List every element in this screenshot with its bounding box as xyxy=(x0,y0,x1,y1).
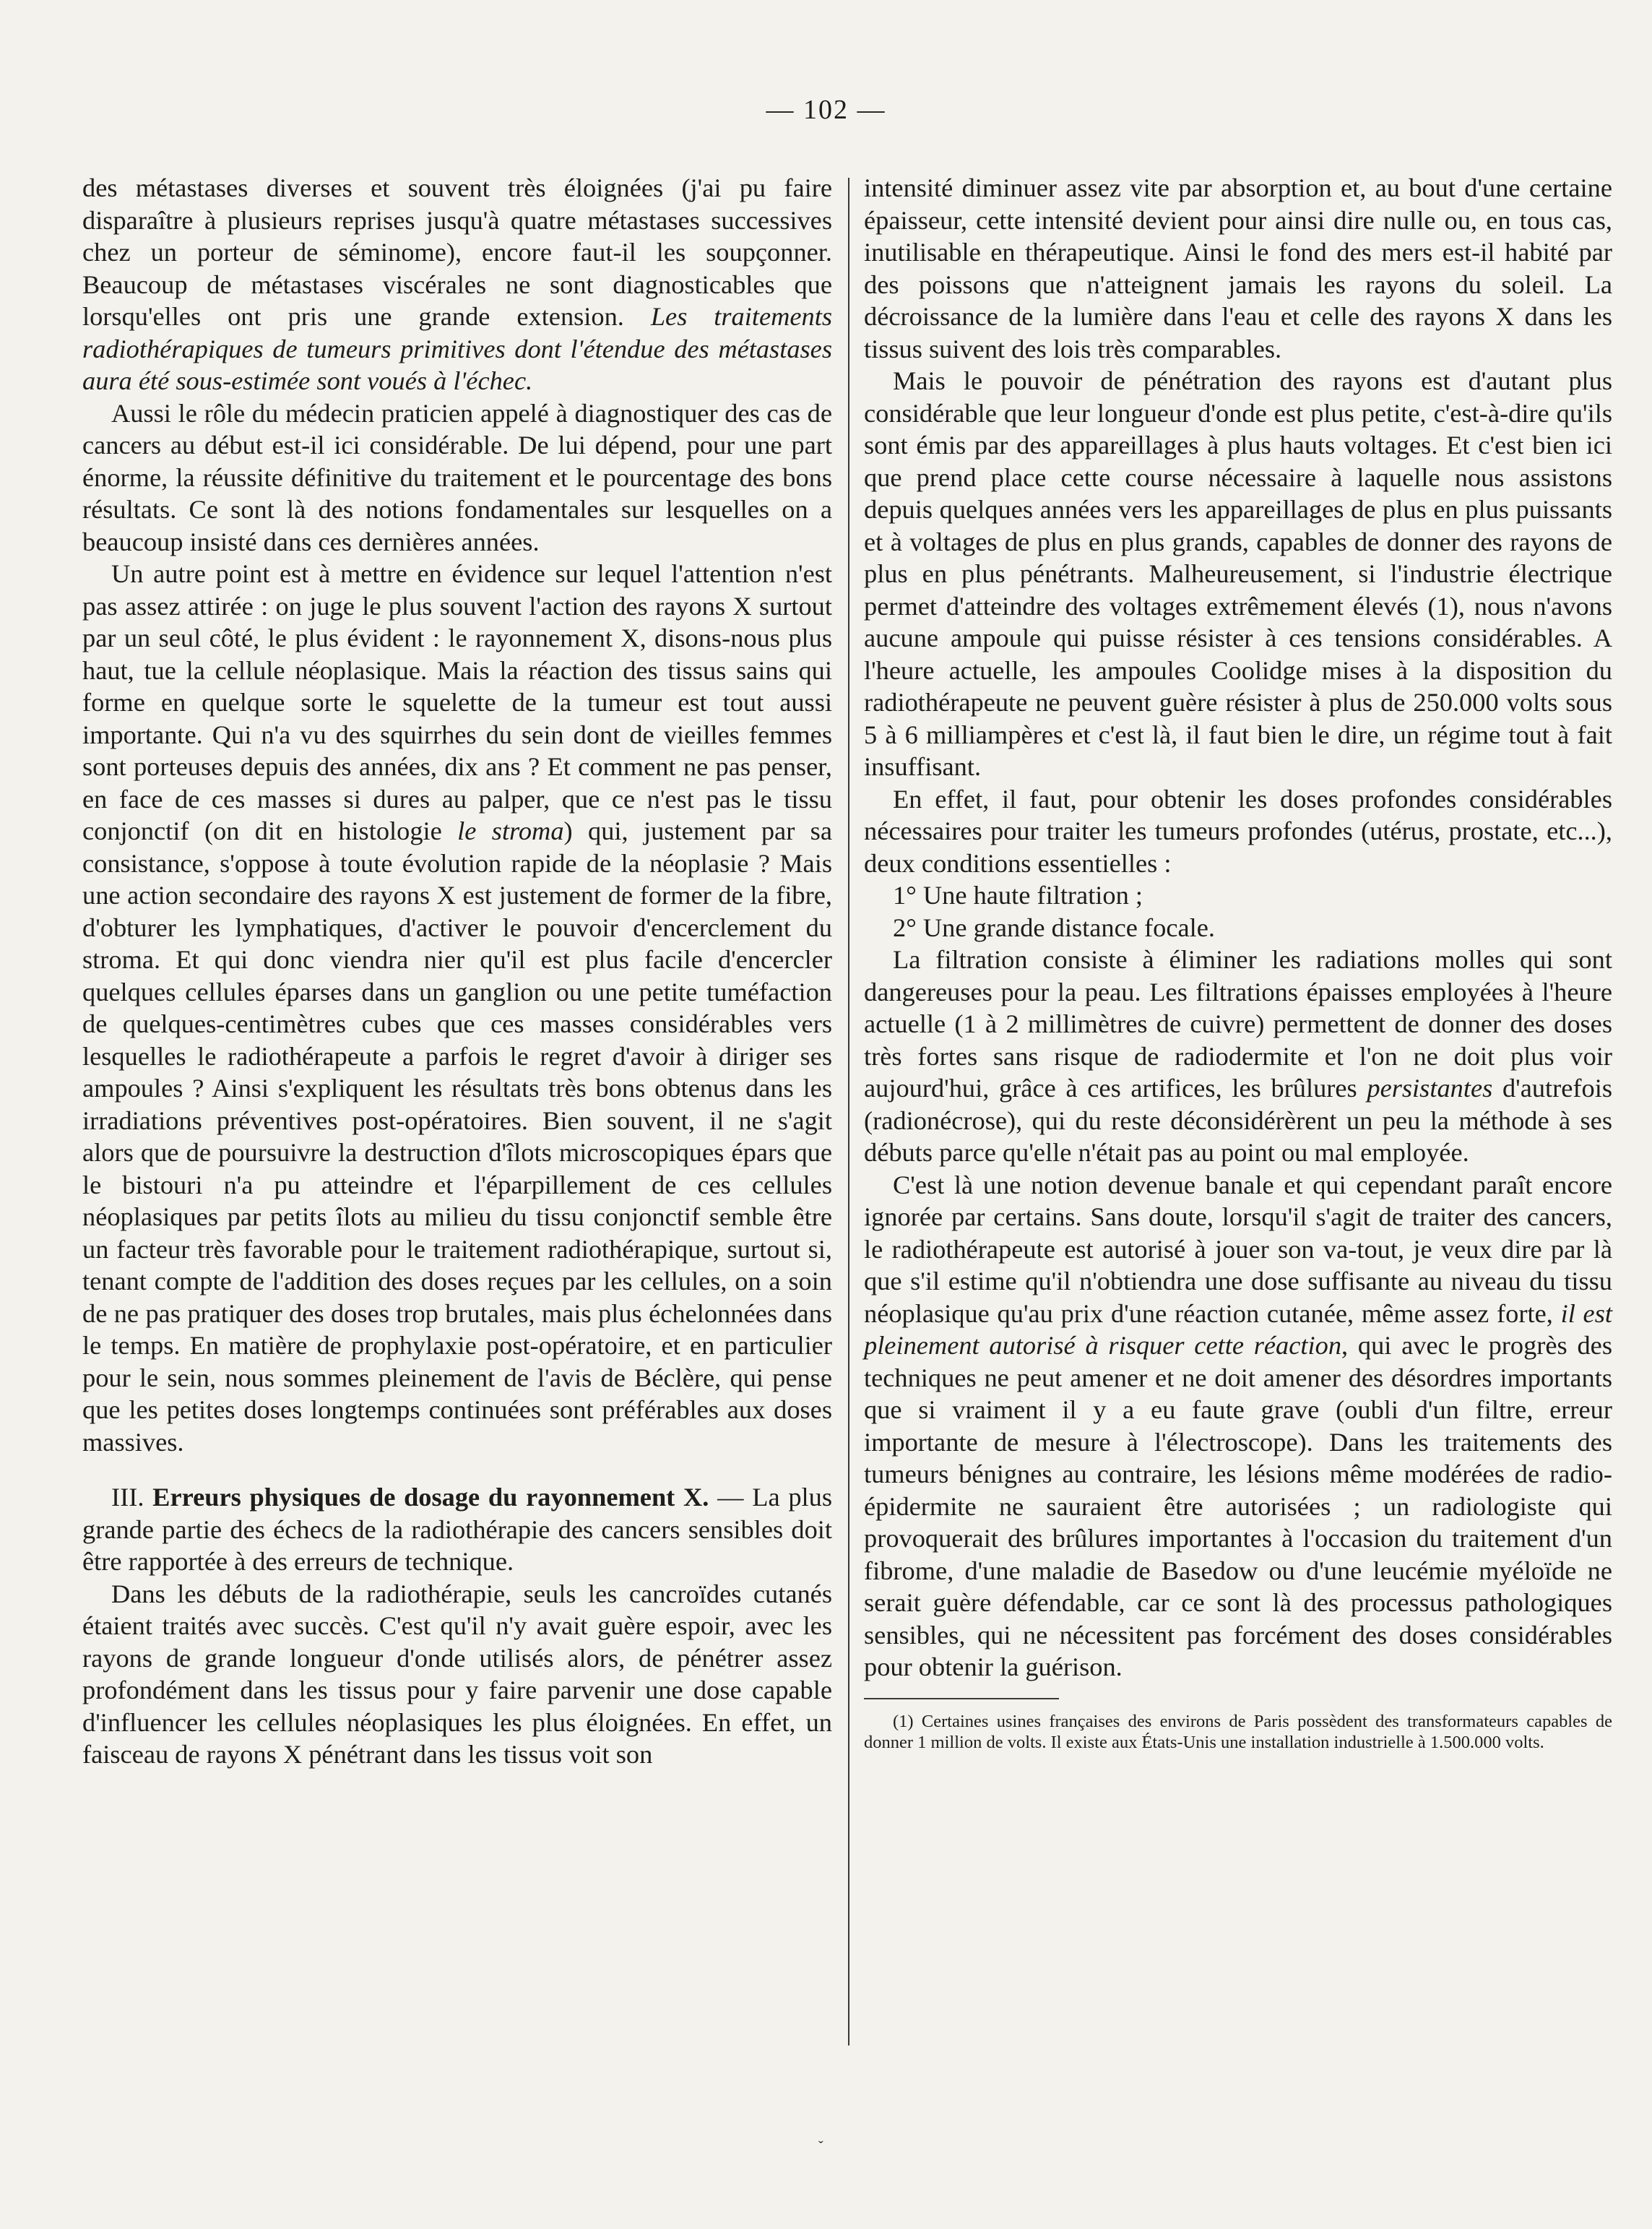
paragraph xyxy=(82,172,832,397)
right-column xyxy=(864,172,1612,1753)
paragraph: En effet, il faut, pour obtenir les doses profondes considérables nécessaires pour traiter les tumeurs profondes (utérus, prostate, etc...), deux conditions essentielles : xyxy=(864,784,1612,878)
footnote: (1) Certaines usines françaises des environs de Paris possèdent des transformateurs capables de donner 1 million de volts. Il existe aux États-Unis une installation industrielle à 1.500.000 volts. xyxy=(864,1711,1612,1752)
paragraph: Aussi le rôle du médecin praticien appelé à diagnostiquer des cas de cancers au début est-il ici considérable. De lui dépend, pour une part énorme, la réussite définitive du traitement et le pourcentage des bons résultats. Ce sont là des notions fondamentales sur lesquelles on a beaucoup insisté dans ces dernières années. xyxy=(82,398,832,556)
paragraph: Mais le pouvoir de pénétration des rayons est d'autant plus considérable que leur longueur d'onde est plus petite, c'est-à-dire qu'ils sont émis par des appareillages à plus hauts voltages. Et c'est bien ici que prend place cette course nécessaire à laquelle nous assistons depuis quelques années vers les appareillages de plus en plus puissants et à voltages de plus en plus grands, capables de donner des rayons de plus en plus pénétrants. Malheureusement, si l'industrie électrique permet d'atteindre des voltages extrêmement élevés (1), nous n'avons aucune ampoule qui puisse résister à ces tensions considérables. A l'heure actuelle, les ampoules Coolidge mises à la disposition du radiothérapeute ne peuvent guère résister à plus de 250.000 volts sous 5 à 6 milliampères et c'est là, il faut bien le dire, un régime tout à fait insuffisant. xyxy=(864,366,1612,781)
section-title: Erreurs physiques de dosage du rayonnement X. xyxy=(152,1483,709,1512)
emphasis-text: persistantes xyxy=(1367,1074,1493,1103)
list-item: 2° Une grande distance focale. xyxy=(893,913,1215,942)
paragraph-text: Un autre point est à mettre en évidence sur lequel l'attention n'est pas assez attirée : on juge le plus souvent l'action des rayons X surtout par un seul côté, le plus évident : le rayonnement X, disons-nous plus haut, tue la cellule néoplasique. Mais la réaction des tissus sains qui forme en quelque sorte le squelette de la tumeur est tout aussi importante. Qui n'a vu des squirrhes du sein dont de vieilles femmes sont porteuses depuis des années, dix ans ? Et comment ne pas penser, en face de ces masses si dures au palper, que ce n'est pas le tissu conjonctif (on dit en histologie xyxy=(82,559,832,845)
footnote-divider xyxy=(864,1698,1059,1699)
paragraph-text: C'est là une notion devenue banale et qui cependant paraît encore ignorée par certains. Sans doute, lorsqu'il s'agit de traiter des cancers, le radiothérapeute est autorisé à jouer son va-tout, je veux dire par là que s'il estime qu'il n'obtiendra une dose suffisante au niveau du tissu néoplasique qu'au prix d'une réaction cutanée, même assez forte, xyxy=(864,1170,1612,1328)
paragraph-text: des métastases diverses et souvent très éloignées (j'ai pu faire disparaître à plusieurs reprises jusqu'à quatre métastases successives chez un porteur de séminome), encore faut-il les soupçonner. Beaucoup de métastases viscérales ne sont diagnosticables que lorsqu'elles ont pris une grande extension. xyxy=(82,173,832,331)
page-number: — 102 — xyxy=(766,95,886,125)
paragraph xyxy=(864,944,1612,1169)
ink-mark: ˇ xyxy=(818,2139,823,2155)
paragraph xyxy=(864,1169,1612,1683)
paragraph: intensité diminuer assez vite par absorption et, au bout d'une certaine épaisseur, cette intensité devient pour ainsi dire nulle ou, en tous cas, inutilisable en thérapeutique. Ainsi le fond des mers est-il habité par des poissons que n'atteignent jamais les rayons du soleil. La décroissance de la lumière dans l'eau et celle des rayons X dans les tissus suivent des lois très comparables. xyxy=(864,173,1612,363)
emphasis-text: il est pleinement autorisé à risquer cette réaction xyxy=(864,1298,1612,1360)
paragraph xyxy=(82,558,832,1458)
paragraph-text: ) qui, justement par sa consistance, s'oppose à toute évolution rapide de la néoplasie ? Mais une action secondaire des rayons X est justement de former de la fibre, d'obturer les lymphatiques, d'activer le pouvoir d'encerclement du stroma. Et qui donc viendra nier qu'il est plus facile d'encercler quelques cellules éparses dans un ganglion ou une petite tuméfaction de quelques-centimètres cubes que ces masses considérables vers lesquelles le radiothérapeute a parfois le regret d'avoir à diriger ses ampoules ? Ainsi s'expliquent les résultats très bons obtenus dans les irradiations préventives post-opératoires. Bien souvent, il ne s'agit alors que de poursuivre la destruction d'îlots microscopiques épars que le bistouri n'a pu atteindre et l'éparpillement de ces cellules néoplasiques par petits îlots au milieu du tissu conjonctif semble être un facteur très favorable pour le traitement radiothérapique, surtout si, tenant compte de l'addition des doses reçues par les cellules, on a soin de ne pas pratiquer des doses trop brutales, mais plus échelonnées dans le temps. En matière de prophylaxie post-opératoire, et en particulier pour le sein, nous sommes pleinement de l'avis de Béclère, qui pense que les petites doses longtemps continuées sont préférables aux doses massives. xyxy=(82,816,832,1457)
list-item: 1° Une haute filtration ; xyxy=(893,881,1143,910)
left-column xyxy=(82,172,832,1771)
paragraph-text: La filtration consiste à éliminer les radiations molles qui sont dangereuses pour la peau. Les filtrations épaisses employées à l'heure actuelle (1 à 2 millimètres de cuivre) permettent de donner des doses très fortes sans risque de radiodermite et l'on ne doit plus voir aujourd'hui, grâce à ces artifices, les brûlures xyxy=(864,945,1612,1103)
section-intro-text: — La plus grande partie des échecs de la radiothérapie des cancers sensibles doit être rapportée à des erreurs de technique. xyxy=(82,1483,832,1576)
column-rule xyxy=(848,178,849,2045)
section-heading xyxy=(82,1481,832,1578)
section-number: III. xyxy=(111,1483,153,1512)
paragraph: Dans les débuts de la radiothérapie, seuls les cancroïdes cutanés étaient traités avec succès. C'est qu'il n'y avait guère espoir, avec les rayons de grande longueur d'onde utilisés alors, de pénétrer assez profondément dans les tissus pour y faire parvenir une dose capable d'influencer les cellules néoplasiques les plus éloignées. En effet, un faisceau de rayons X pénétrant dans les tissus voit son xyxy=(82,1579,832,1769)
paragraph-text: , qui avec le progrès des techniques ne peut amener et ne doit amener des désordres importants que si vraiment il y a eu faute grave (oubli d'un filtre, erreur importante de mesure à l'électroscope). Dans les traitements des tumeurs bénignes au contraire, les lésions même modérées de radio-épidermite ne sauraient être autorisées ; un radiologiste qui provoquerait des brûlures importantes à l'occasion du traitement d'un fibrome, d'une maladie de Basedow ou d'une leucémie myéloïde ne serait guère défendable, car ce sont là des processus pathologiques sensibles, qui ne nécessitent pas forcément des doses considérables pour obtenir la guérison. xyxy=(864,1331,1612,1681)
emphasis-text: Les traitements radiothérapiques de tumeurs primitives dont l'étendue des métastases aura été sous-estimée sont voués à l'échec. xyxy=(82,302,833,395)
paragraph-text: d'autrefois (radionécrose), qui du reste déconsidérèrent un peu la méthode à ses débuts parce qu'elle n'était pas au point ou mal employée. xyxy=(864,1074,1613,1167)
emphasis-text: le stroma xyxy=(457,816,564,845)
